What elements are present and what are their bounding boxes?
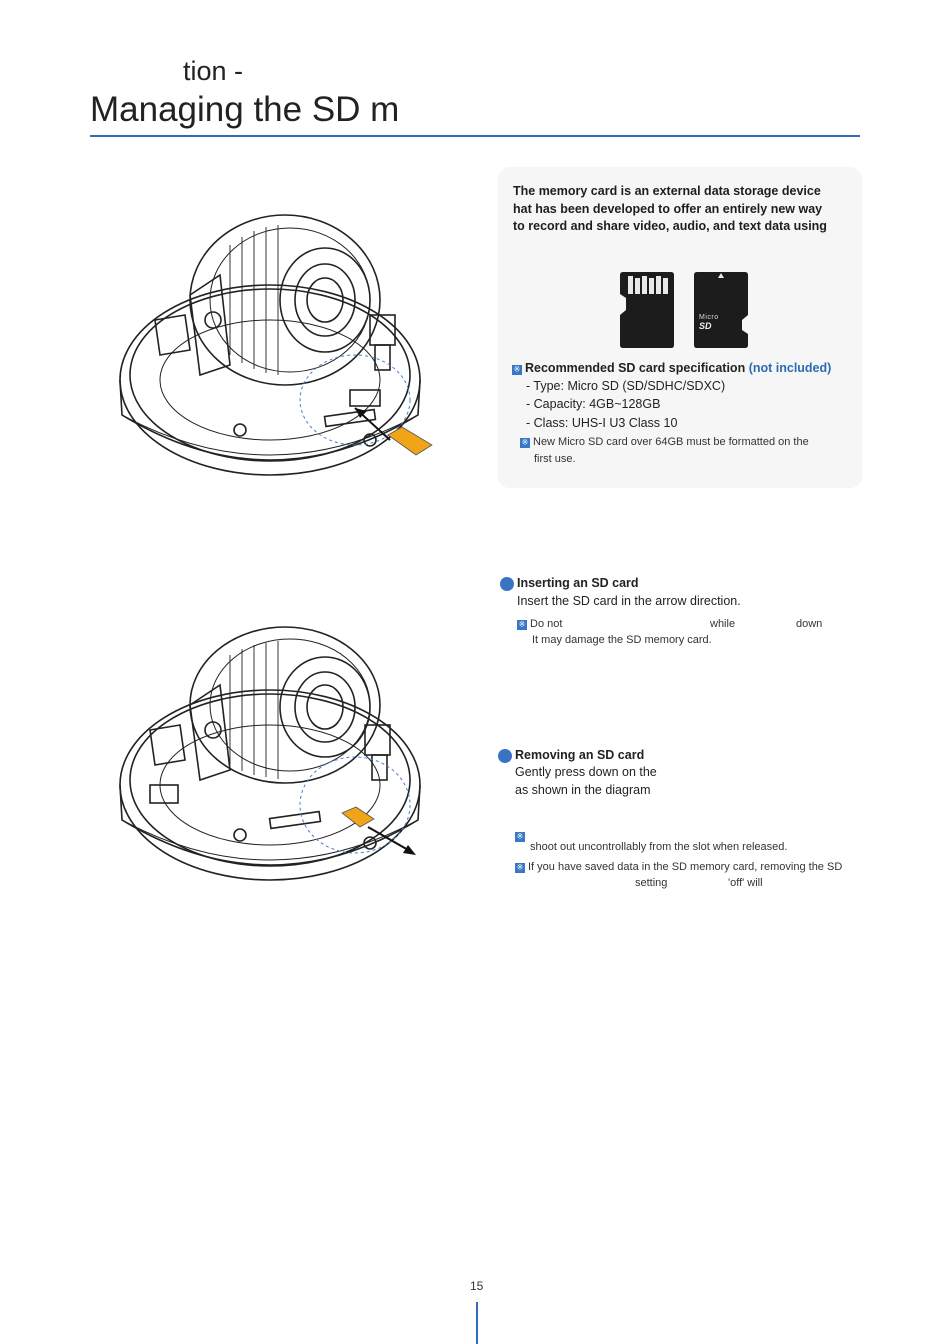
intro-line-3: to record and share video, audio, and text data using	[513, 219, 827, 233]
insert-note-b: while	[710, 618, 736, 630]
recommended-spec-heading	[512, 361, 831, 375]
remove-note-2c: 'off' will	[728, 877, 763, 889]
intro-line-2: hat has been developed to offer an entirely new way	[513, 201, 823, 216]
rec-note: (not included)	[748, 361, 832, 375]
insert-title: Inserting an SD card	[517, 576, 639, 590]
section-subtitle: tion -	[183, 56, 244, 86]
footer-rule	[476, 1302, 478, 1344]
format-note-line-2: first use.	[534, 453, 576, 465]
remove-note-2	[515, 861, 842, 873]
step-1-marker	[500, 577, 514, 591]
insert-note-2: It may damage the SD memory card.	[532, 634, 712, 646]
rec-title: Recommended SD card specification	[525, 361, 746, 375]
remove-line-2: as shown in the diagram	[515, 783, 651, 797]
spec-class: - Class: UHS-I U3 Class 10	[526, 416, 678, 430]
insert-note-a: Do not	[530, 618, 563, 630]
note-icon: ※	[521, 438, 529, 447]
micro-sd-card-back-image	[618, 270, 676, 350]
note-icon: ※	[518, 620, 526, 629]
format-note	[520, 436, 809, 448]
title-divider	[90, 135, 860, 137]
spec-type: - Type: Micro SD (SD/SDHC/SDXC)	[526, 379, 726, 393]
note-icon: ※	[513, 365, 521, 374]
insert-note-c: down	[796, 618, 823, 630]
step-2-marker	[498, 749, 512, 763]
note-icon: ※	[516, 863, 524, 872]
camera-insert-illustration	[110, 205, 450, 485]
spec-capacity: - Capacity: 4GB~128GB	[526, 397, 661, 411]
remove-note-2a: If you have saved data in the SD memory card, removing the SD	[528, 861, 843, 873]
remove-note-1-marker	[515, 826, 528, 844]
remove-note-2b: setting	[635, 877, 668, 889]
sd-intro-text	[513, 183, 853, 236]
remove-title: Removing an SD card	[515, 748, 645, 762]
insert-text: Insert the SD card in the arrow direction.	[517, 594, 741, 608]
format-note-text: New Micro SD card over 64GB must be formatted on the	[533, 436, 809, 448]
remove-note-1: shoot out uncontrollably from the slot when released.	[530, 841, 788, 853]
note-icon: ※	[516, 832, 524, 841]
insert-note	[517, 618, 562, 630]
camera-remove-illustration	[110, 625, 450, 905]
intro-line-1: The memory card is an external data storage device	[513, 184, 821, 198]
micro-sd-card-front-image	[692, 270, 750, 350]
sd-logo: SD	[699, 321, 712, 331]
micro-label: Micro	[699, 314, 719, 321]
page-title: Managing the SD m	[90, 90, 400, 129]
remove-line-1: Gently press down on the	[515, 765, 657, 779]
page-number: 15	[470, 1279, 484, 1293]
